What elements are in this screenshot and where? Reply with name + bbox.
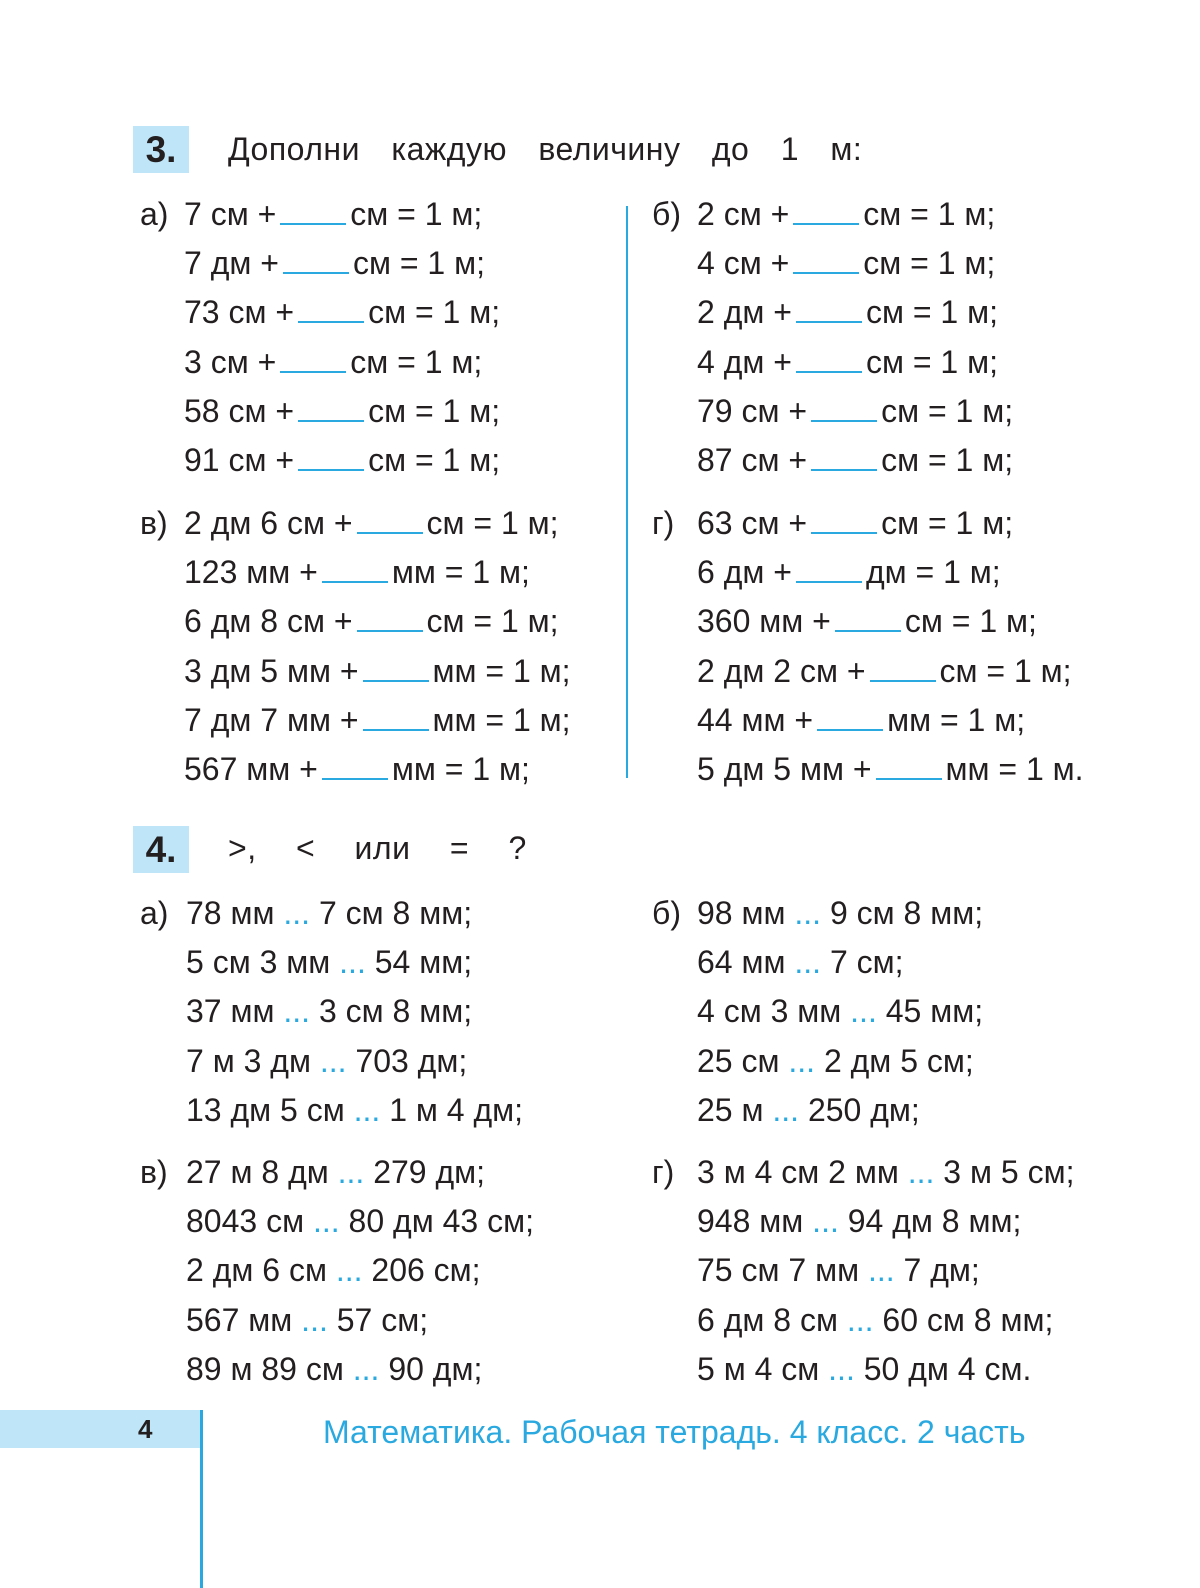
answer-blank[interactable] bbox=[322, 553, 388, 583]
equation-row bbox=[184, 194, 482, 234]
answer-blank[interactable] bbox=[811, 441, 877, 471]
answer-blank[interactable] bbox=[811, 392, 877, 422]
task-4-letter-a: а) bbox=[140, 895, 169, 931]
equation-right: дм = 1 м; bbox=[865, 554, 1001, 591]
equation-right: см = 1 м; bbox=[865, 343, 998, 380]
comparison-row bbox=[186, 1041, 467, 1081]
comparison-right: 206 см; bbox=[371, 1252, 481, 1289]
answer-blank[interactable] bbox=[322, 750, 388, 780]
equation-right: мм = 1 м. bbox=[945, 751, 1084, 787]
comparison-left: 37 мм bbox=[186, 993, 275, 1030]
equation-right: см = 1 м; bbox=[881, 505, 1014, 541]
comparison-left: 75 см 7 мм bbox=[697, 1252, 860, 1289]
comparison-left: 7 м 3 дм bbox=[186, 1042, 311, 1079]
comparison-row bbox=[697, 991, 983, 1031]
equation-left: 6 дм + bbox=[697, 554, 792, 591]
comparison-right: 250 дм; bbox=[807, 1091, 920, 1128]
comparison-left: 25 см bbox=[697, 1042, 780, 1079]
equation-row bbox=[697, 391, 1013, 431]
task-4-letter-v: в) bbox=[140, 1154, 168, 1190]
comparison-row bbox=[186, 1152, 485, 1192]
answer-blank[interactable] bbox=[796, 553, 862, 583]
page-number-tab bbox=[0, 1410, 200, 1448]
equation-left: 79 см + bbox=[697, 392, 808, 429]
task-4-title: >, < или = ? bbox=[228, 830, 527, 866]
equation-right: см = 1 м; bbox=[863, 196, 996, 232]
equation-left: 4 дм + bbox=[697, 343, 792, 380]
comparison-row bbox=[697, 1090, 920, 1130]
equation-left: 3 см + bbox=[184, 343, 277, 380]
equation-right: см = 1 м; bbox=[352, 245, 485, 282]
equation-left: 567 мм + bbox=[184, 751, 318, 787]
comparison-right: 7 см; bbox=[829, 944, 904, 981]
equation-row bbox=[697, 503, 1013, 543]
equation-left: 2 см + bbox=[697, 196, 790, 232]
equation-left: 6 дм 8 см + bbox=[184, 603, 353, 640]
equation-right: мм = 1 м; bbox=[391, 554, 530, 591]
equation-left: 87 см + bbox=[697, 442, 808, 478]
comparison-placeholder[interactable]: ... bbox=[312, 1203, 349, 1240]
column-divider bbox=[626, 206, 628, 778]
comparison-right: 7 дм; bbox=[903, 1252, 980, 1289]
equation-row bbox=[697, 194, 995, 234]
comparison-placeholder[interactable]: ... bbox=[301, 1301, 337, 1338]
comparison-right: 9 см 8 мм; bbox=[829, 895, 984, 931]
equation-right: см = 1 м; bbox=[865, 294, 998, 331]
equation-row bbox=[184, 292, 500, 332]
equation-right: см = 1 м; bbox=[881, 392, 1014, 429]
equation-row bbox=[184, 342, 482, 382]
comparison-row bbox=[697, 1152, 1074, 1192]
equation-row bbox=[184, 440, 500, 480]
comparison-placeholder[interactable]: ... bbox=[772, 1091, 808, 1128]
equation-right: см = 1 м; bbox=[881, 442, 1014, 478]
comparison-left: 98 мм bbox=[697, 895, 786, 931]
equation-row bbox=[697, 651, 1072, 691]
answer-blank[interactable] bbox=[283, 244, 349, 274]
comparison-left: 25 м bbox=[697, 1091, 764, 1128]
book-title: Математика. Рабочая тетрадь. 4 класс. 2 часть bbox=[323, 1414, 1026, 1450]
comparison-row bbox=[697, 1041, 974, 1081]
comparison-placeholder[interactable]: ... bbox=[339, 944, 375, 981]
comparison-placeholder[interactable]: ... bbox=[337, 1154, 374, 1190]
comparison-right: 7 см 8 мм; bbox=[318, 895, 473, 931]
equation-row bbox=[184, 552, 530, 592]
comparison-right: 80 дм 43 см; bbox=[348, 1203, 534, 1240]
answer-blank[interactable] bbox=[876, 750, 942, 780]
task-3-letter-b: б) bbox=[652, 196, 681, 232]
comparison-row bbox=[186, 991, 472, 1031]
comparison-right: 279 дм; bbox=[373, 1154, 486, 1190]
answer-blank[interactable] bbox=[280, 343, 346, 373]
comparison-placeholder[interactable]: ... bbox=[352, 1350, 389, 1387]
equation-left: 73 см + bbox=[184, 294, 295, 331]
answer-blank[interactable] bbox=[363, 701, 429, 731]
comparison-left: 567 мм bbox=[186, 1301, 293, 1338]
task-4-letter-b: б) bbox=[652, 895, 681, 931]
comparison-left: 8043 см bbox=[186, 1203, 305, 1240]
equation-left: 7 дм 7 мм + bbox=[184, 701, 359, 738]
equation-left: 44 мм + bbox=[697, 701, 814, 738]
equation-row bbox=[697, 601, 1037, 641]
equation-right: см = 1 м; bbox=[426, 603, 559, 640]
answer-blank[interactable] bbox=[298, 392, 364, 422]
task-4-number: 4. bbox=[133, 826, 189, 873]
comparison-placeholder[interactable]: ... bbox=[283, 993, 319, 1030]
comparison-right: 3 см 8 мм; bbox=[318, 993, 473, 1030]
comparison-right: 50 дм 4 см. bbox=[863, 1350, 1032, 1387]
comparison-row bbox=[697, 1349, 1031, 1389]
equation-left: 123 мм + bbox=[184, 554, 318, 591]
comparison-row bbox=[697, 1250, 980, 1290]
equation-left: 2 дм 2 см + bbox=[697, 652, 866, 689]
equation-left: 63 см + bbox=[697, 505, 808, 541]
equation-row bbox=[697, 342, 998, 382]
task-4-letter-g: г) bbox=[652, 1154, 675, 1190]
equation-right: см = 1 м; bbox=[368, 392, 501, 429]
equation-left: 3 дм 5 мм + bbox=[184, 652, 359, 689]
comparison-row bbox=[186, 942, 472, 982]
comparison-placeholder[interactable]: ... bbox=[828, 1350, 864, 1387]
equation-left: 2 дм + bbox=[697, 294, 792, 331]
equation-left: 58 см + bbox=[184, 392, 295, 429]
comparison-left: 5 см 3 мм bbox=[186, 944, 331, 981]
comparison-left: 3 м 4 см 2 мм bbox=[697, 1154, 899, 1190]
equation-right: мм = 1 м; bbox=[887, 701, 1026, 738]
comparison-left: 948 мм bbox=[697, 1203, 804, 1240]
comparison-row bbox=[186, 1300, 428, 1340]
comparison-right: 90 дм; bbox=[388, 1350, 483, 1387]
comparison-right: 45 мм; bbox=[885, 993, 984, 1030]
equation-row bbox=[184, 651, 571, 691]
comparison-left: 89 м 89 см bbox=[186, 1350, 344, 1387]
equation-row bbox=[697, 552, 1001, 592]
equation-right: см = 1 м; bbox=[368, 442, 501, 478]
comparison-row bbox=[697, 893, 983, 933]
equation-left: 360 мм + bbox=[697, 603, 831, 640]
task-3-title: Дополни каждую величину до 1 м: bbox=[228, 131, 863, 167]
comparison-right: 57 см; bbox=[336, 1301, 429, 1338]
answer-blank[interactable] bbox=[298, 441, 364, 471]
equation-row bbox=[184, 601, 559, 641]
comparison-row bbox=[186, 1201, 534, 1241]
comparison-left: 6 дм 8 см bbox=[697, 1301, 838, 1338]
comparison-placeholder[interactable]: ... bbox=[319, 1042, 356, 1079]
equation-left: 7 дм + bbox=[184, 245, 279, 282]
comparison-placeholder[interactable]: ... bbox=[794, 895, 830, 931]
equation-right: мм = 1 м; bbox=[432, 652, 571, 689]
comparison-row bbox=[697, 1300, 1053, 1340]
comparison-row bbox=[186, 1349, 482, 1389]
equation-row bbox=[184, 700, 571, 740]
equation-left: 2 дм 6 см + bbox=[184, 505, 353, 541]
task-3-letter-a: а) bbox=[140, 196, 169, 232]
equation-right: см = 1 м; bbox=[350, 196, 483, 232]
equation-row bbox=[184, 749, 530, 789]
equation-row bbox=[697, 700, 1025, 740]
comparison-placeholder[interactable]: ... bbox=[353, 1091, 390, 1128]
comparison-left: 78 мм bbox=[186, 895, 275, 931]
equation-right: мм = 1 м; bbox=[391, 751, 530, 787]
comparison-left: 5 м 4 см bbox=[697, 1350, 820, 1387]
equation-left: 91 см + bbox=[184, 442, 295, 478]
equation-right: см = 1 м; bbox=[863, 245, 996, 282]
answer-blank[interactable] bbox=[870, 652, 936, 682]
answer-blank[interactable] bbox=[357, 602, 423, 632]
equation-row bbox=[697, 440, 1013, 480]
answer-blank[interactable] bbox=[835, 602, 901, 632]
equation-right: см = 1 м; bbox=[368, 294, 501, 331]
comparison-right: 94 дм 8 мм; bbox=[847, 1203, 1022, 1240]
answer-blank[interactable] bbox=[280, 195, 346, 225]
equation-row bbox=[184, 243, 485, 283]
equation-right: мм = 1 м; bbox=[432, 701, 571, 738]
equation-left: 5 дм 5 мм + bbox=[697, 751, 872, 787]
comparison-right: 2 дм 5 см; bbox=[823, 1042, 974, 1079]
equation-row bbox=[697, 292, 998, 332]
comparison-row bbox=[186, 893, 472, 933]
equation-row bbox=[184, 503, 559, 543]
equation-row bbox=[184, 391, 500, 431]
comparison-placeholder[interactable]: ... bbox=[283, 895, 319, 931]
comparison-placeholder[interactable]: ... bbox=[846, 1301, 883, 1338]
equation-row bbox=[697, 749, 1084, 789]
equation-left: 7 см + bbox=[184, 196, 277, 232]
comparison-row bbox=[186, 1250, 481, 1290]
equation-left: 4 см + bbox=[697, 245, 790, 282]
comparison-placeholder[interactable]: ... bbox=[812, 1203, 848, 1240]
answer-blank[interactable] bbox=[811, 504, 877, 534]
comparison-row bbox=[186, 1090, 523, 1130]
comparison-left: 4 см 3 мм bbox=[697, 993, 842, 1030]
answer-blank[interactable] bbox=[796, 343, 862, 373]
comparison-right: 60 см 8 мм; bbox=[882, 1301, 1054, 1338]
comparison-right: 1 м 4 дм; bbox=[389, 1091, 524, 1128]
answer-blank[interactable] bbox=[363, 652, 429, 682]
answer-blank[interactable] bbox=[357, 504, 423, 534]
comparison-left: 2 дм 6 см bbox=[186, 1252, 327, 1289]
answer-blank[interactable] bbox=[298, 293, 364, 323]
equation-right: см = 1 м; bbox=[904, 603, 1037, 640]
equation-right: см = 1 м; bbox=[939, 652, 1072, 689]
page-number: 4 bbox=[138, 1414, 153, 1444]
comparison-left: 27 м 8 дм bbox=[186, 1154, 329, 1190]
equation-right: см = 1 м; bbox=[426, 505, 559, 541]
comparison-placeholder[interactable]: ... bbox=[850, 993, 886, 1030]
task-3-number: 3. bbox=[133, 126, 189, 173]
comparison-row bbox=[697, 1201, 1021, 1241]
equation-row bbox=[697, 243, 995, 283]
comparison-placeholder[interactable]: ... bbox=[335, 1252, 372, 1289]
comparison-right: 703 дм; bbox=[355, 1042, 468, 1079]
equation-right: см = 1 м; bbox=[350, 343, 483, 380]
answer-blank[interactable] bbox=[793, 195, 859, 225]
comparison-right: 3 м 5 см; bbox=[943, 1154, 1075, 1190]
comparison-left: 13 дм 5 см bbox=[186, 1091, 345, 1128]
comparison-right: 54 мм; bbox=[374, 944, 473, 981]
task-3-letter-v: в) bbox=[140, 505, 168, 541]
comparison-placeholder[interactable]: ... bbox=[788, 1042, 824, 1079]
comparison-left: 64 мм bbox=[697, 944, 786, 981]
comparison-row bbox=[697, 942, 904, 982]
comparison-placeholder[interactable]: ... bbox=[794, 944, 830, 981]
page-margin-line bbox=[200, 1410, 203, 1588]
task-3-letter-g: г) bbox=[652, 505, 675, 541]
comparison-placeholder[interactable]: ... bbox=[907, 1154, 944, 1190]
answer-blank[interactable] bbox=[793, 244, 859, 274]
answer-blank[interactable] bbox=[817, 701, 883, 731]
answer-blank[interactable] bbox=[796, 293, 862, 323]
comparison-placeholder[interactable]: ... bbox=[867, 1252, 904, 1289]
